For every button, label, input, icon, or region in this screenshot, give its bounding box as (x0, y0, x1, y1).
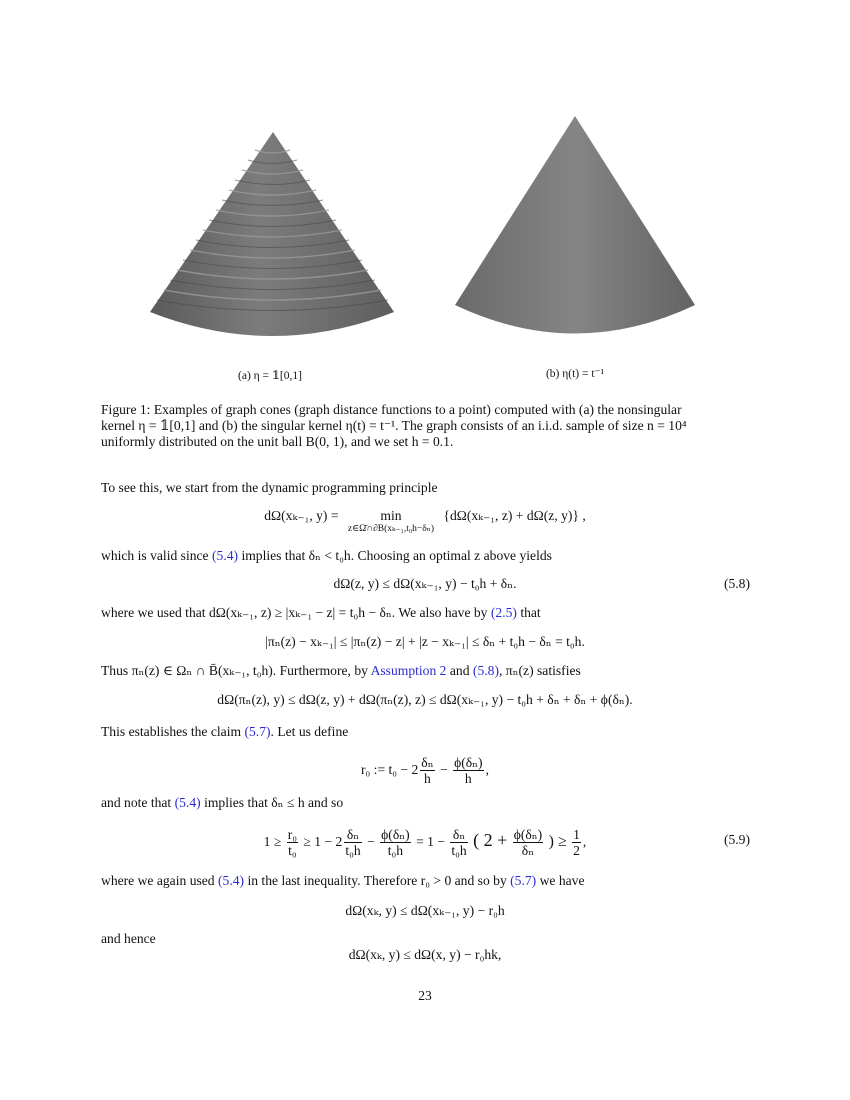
fraction: $\frac{\text{ϕ(δₙ)}}{h}$ (454, 755, 483, 787)
fraction: $\frac{1}{2}$ (573, 827, 580, 859)
eq-text: {dΩ(xₖ₋₁, z) + dΩ(z, y)} , (443, 508, 586, 523)
equation-final: dΩ(xₖ, y) ≤ dΩ(x, y) − r₀hk, (348, 947, 502, 962)
eq-text: , (485, 762, 489, 777)
equation-step: dΩ(xₖ, y) ≤ dΩ(xₖ₋₁, y) − r₀h (345, 903, 505, 918)
text: and note that (101, 795, 175, 810)
fraction: $\frac{\text{δₙ}}{h}$ (421, 755, 434, 787)
subcaption-b: (b) η(t) = t⁻¹ (545, 368, 605, 380)
paragraph (101, 873, 585, 889)
text: This establishes the claim (101, 724, 245, 739)
text: where we used that dΩ(xₖ₋₁, z) ≥ |xₖ₋₁ − z| = t₀h − δₙ. We also have by (101, 605, 491, 620)
fraction: $\frac{\text{r₀}}{\text{t₀}}$ (287, 827, 298, 859)
page-number: 23 (418, 988, 432, 1003)
paragraph: and hence (101, 931, 156, 946)
fraction: $\frac{\text{ϕ(δₙ)}}{\text{δₙ}}$ (513, 827, 543, 859)
eq-ref-link[interactable]: (5.8) (472, 663, 499, 678)
equation-r0 (0, 755, 850, 786)
fraction: $\frac{\text{ϕ(δₙ)}}{\text{t₀h}}$ (381, 827, 410, 859)
subcaption-a: (a) η = 𝟙[0,1] (238, 370, 302, 382)
paragraph: To see this, we start from the dynamic programming principle (101, 480, 438, 495)
text: which is valid since (101, 548, 212, 563)
eq-ref-link[interactable]: (5.7) (244, 724, 271, 739)
text: that (516, 605, 541, 620)
equation-number: (5.8) (723, 576, 750, 591)
equation-number: (5.9) (723, 832, 750, 847)
equation-5-9: 1 ≥ $\frac{\text{r₀}}{\text{t₀}}$ ≥ 1 − 2 $\frac{\text{δₙ}}{\text{t₀h}}$ − $\frac{\text{ϕ(δₙ)}}{\text{t₀h}}$ = 1 − $\frac{\text{δₙ}}{\text{t₀h}}$ ( 2 + $\frac{\text{ϕ(δₙ)}}{\text{δₙ}}$ ) ≥ $\frac{1}{2}$ , (263, 827, 587, 859)
text: , πₙ(z) satisfies (498, 663, 581, 678)
eq-ref-link[interactable]: (5.7) (510, 873, 537, 888)
eq-text: dΩ(xₖ₋₁, y) = (264, 508, 339, 523)
paragraph (101, 724, 348, 740)
eq-ref-link[interactable]: (5.4) (212, 548, 239, 563)
eq-ref-link[interactable]: (5.4) (174, 795, 201, 810)
paragraph (101, 548, 552, 564)
paragraph (101, 605, 541, 621)
equation-pi: dΩ(πₙ(z), y) ≤ dΩ(z, y) + dΩ(πₙ(z), z) ≤ dΩ(xₖ₋₁, y) − t₀h + δₙ + δₙ + ϕ(δₙ). (217, 692, 633, 707)
text: implies that δₙ < t₀h. Choosing an optimal z above yields (238, 548, 552, 563)
caption-line: uniformly distributed on the unit ball B(0, 1), and we set h = 0.1. (101, 434, 454, 449)
text: and (446, 663, 473, 678)
fraction: $\frac{\text{δₙ}}{\text{t₀h}}$ (451, 827, 467, 859)
text: we have (536, 873, 585, 888)
eq-text: − (440, 762, 448, 777)
smooth-cone-image-b (455, 116, 695, 334)
eq-text: r₀ := t₀ − 2 (361, 762, 419, 777)
figure-1-images (0, 0, 850, 370)
assumption-link[interactable]: Assumption 2 (370, 663, 447, 678)
fraction: $\frac{\text{δₙ}}{\text{t₀h}}$ (345, 827, 361, 859)
stepped-cone-image-a (150, 116, 394, 336)
eq-ref-link[interactable]: (5.4) (218, 873, 245, 888)
text: in the last inequality. Therefore r₀ > 0 and so by (244, 873, 511, 888)
text: implies that δₙ ≤ h and so (200, 795, 344, 810)
eq-min-subscript: z∈Ω̄∩∂B(xₖ₋₁,t₀h−δₙ) (347, 524, 435, 534)
paragraph (101, 663, 581, 679)
caption-line: kernel η = 𝟙[0,1] and (b) the singular kernel η(t) = t⁻¹. The graph consists of an i.i.d. sample of size n = 10⁴ (101, 418, 687, 433)
paragraph (101, 795, 343, 811)
equation-triangle: |πₙ(z) − xₖ₋₁| ≤ |πₙ(z) − z| + |z − xₖ₋₁| ≤ δₙ + t₀h − δₙ = t₀h. (265, 634, 585, 649)
text: where we again used (101, 873, 219, 888)
equation-5-8: dΩ(z, y) ≤ dΩ(xₖ₋₁, y) − t₀h + δₙ. (333, 576, 517, 591)
eq-ref-link[interactable]: (2.5) (490, 605, 517, 620)
eq-min: min (380, 508, 402, 523)
text: . Let us define (270, 724, 349, 739)
text: Thus πₙ(z) ∈ Ωₙ ∩ B̄(xₖ₋₁, t₀h). Furthermore, by (101, 663, 371, 678)
caption-line: Figure 1: Examples of graph cones (graph distance functions to a point) computed with (a) the nonsingular (101, 402, 682, 417)
equation-dpp (0, 508, 850, 535)
